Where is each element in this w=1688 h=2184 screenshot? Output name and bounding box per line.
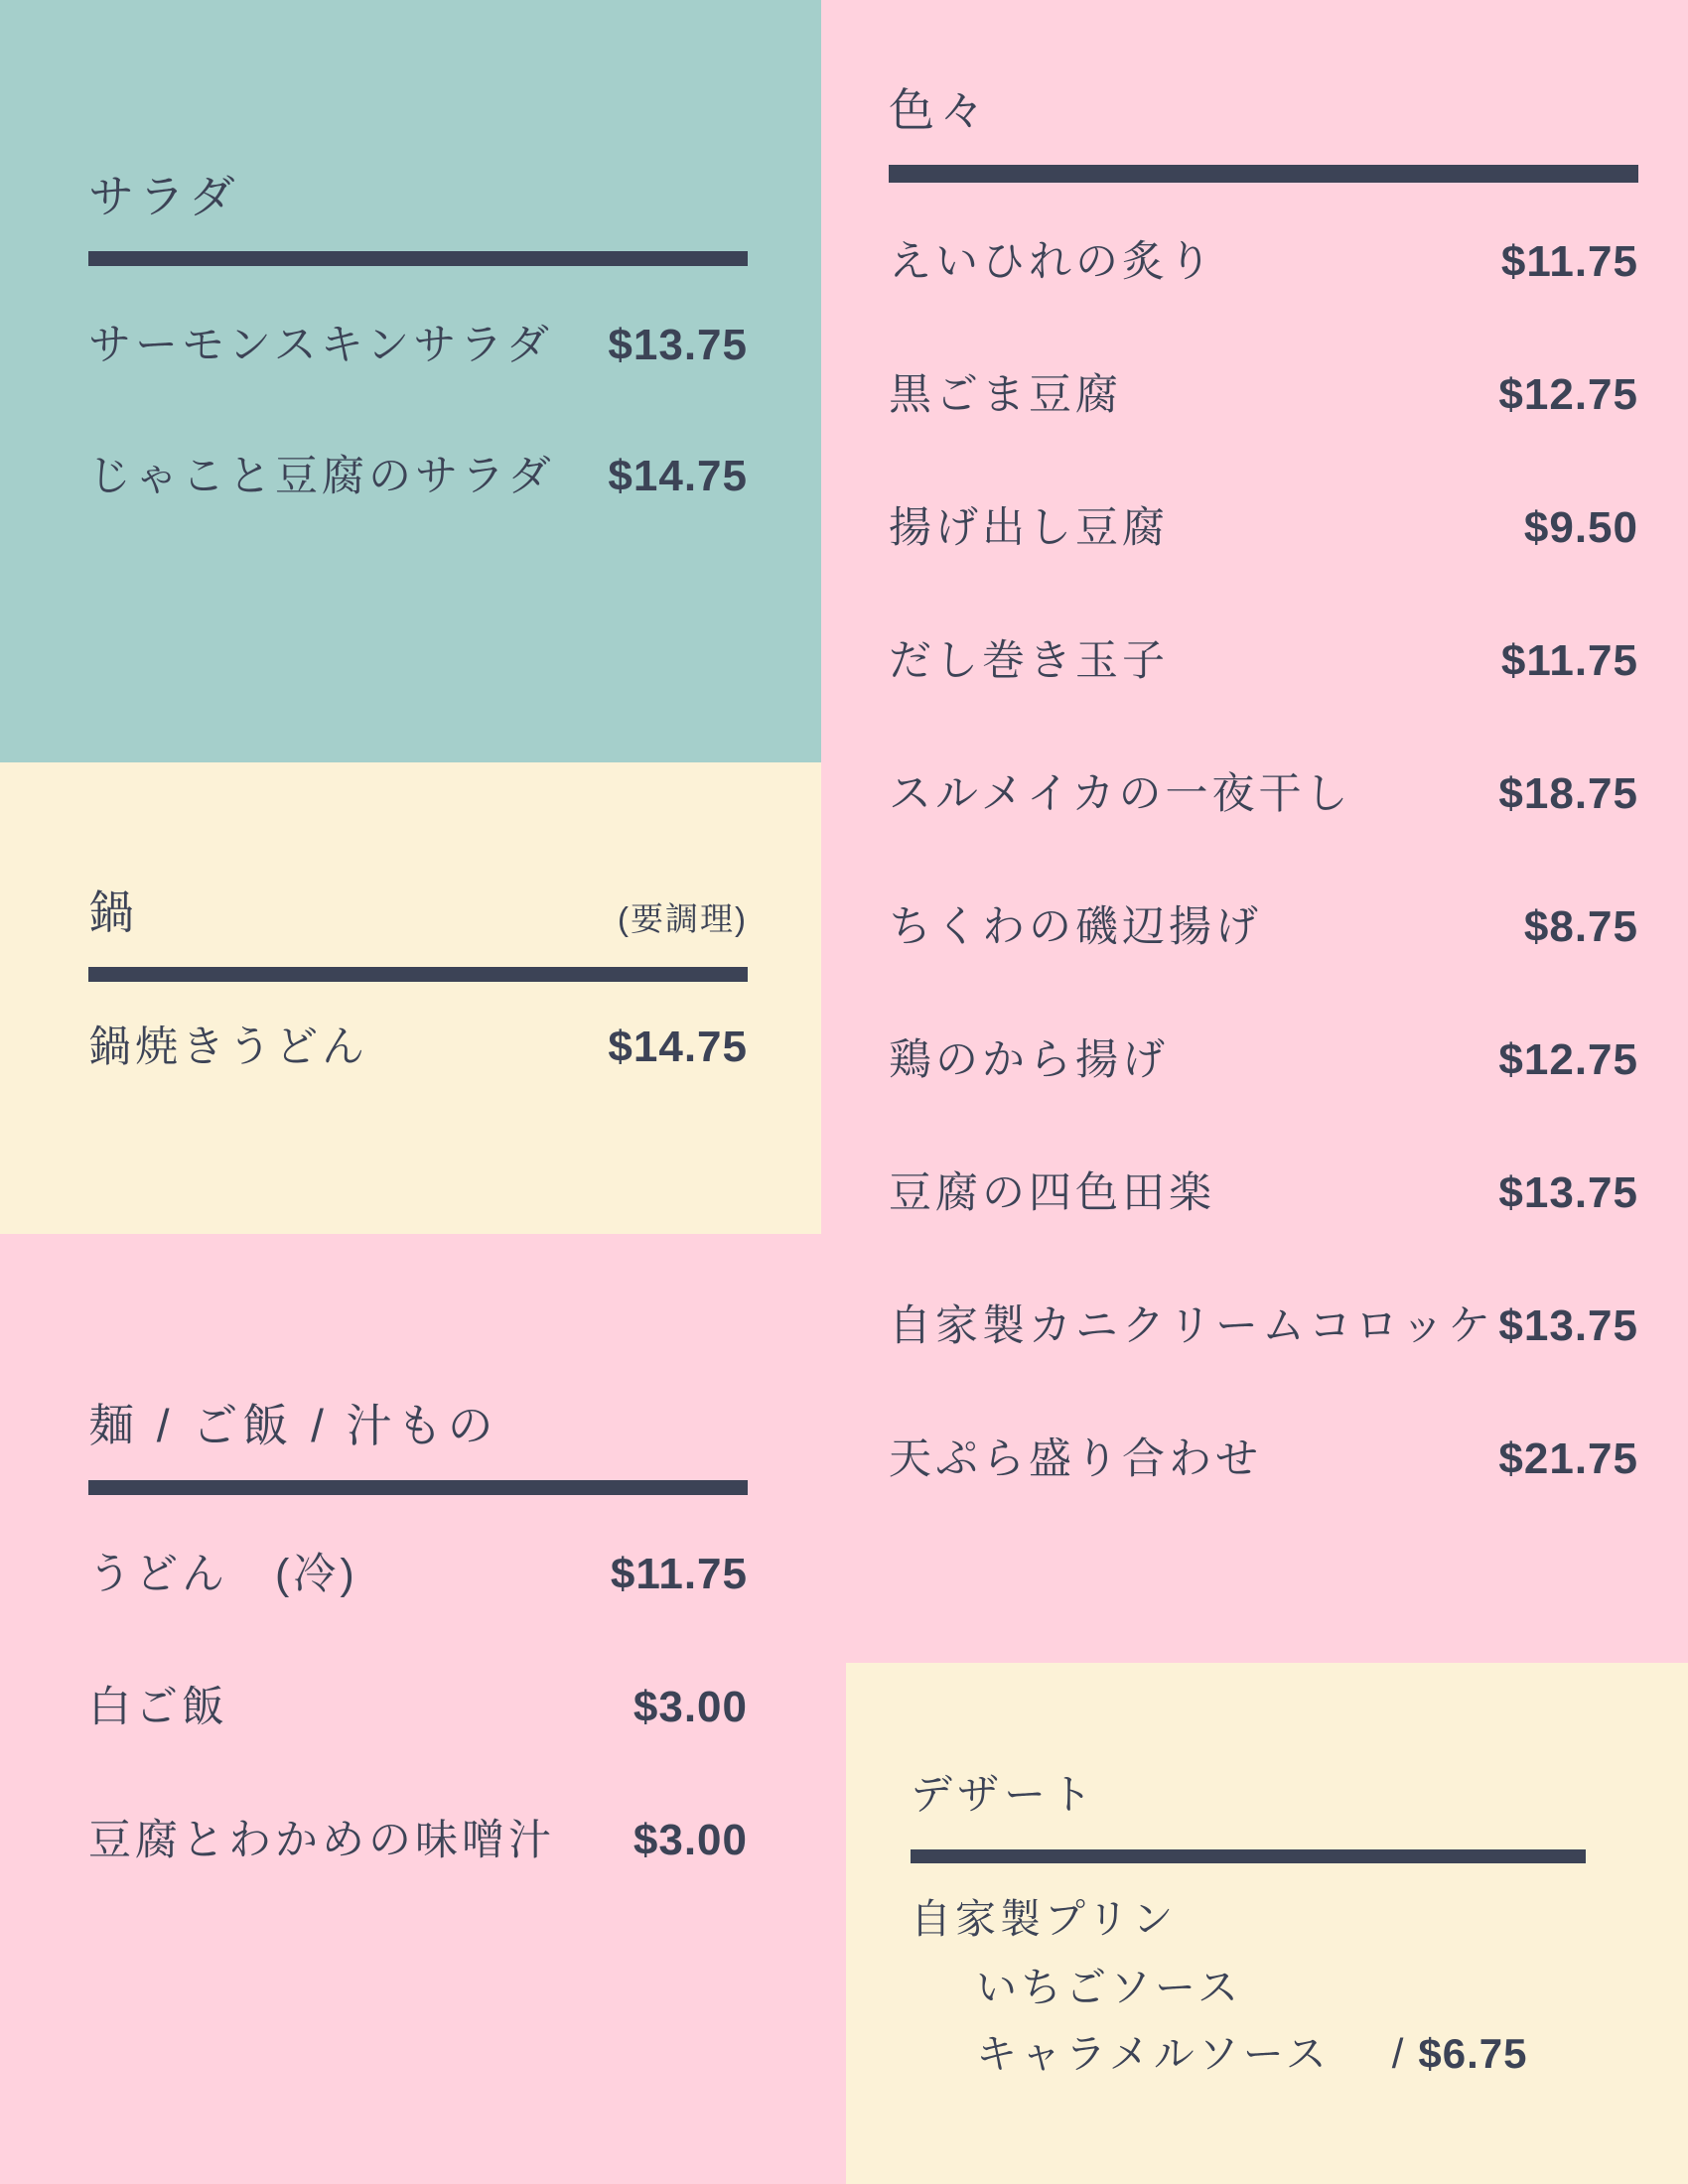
menu-item-row	[88, 1550, 748, 1598]
divider	[88, 967, 748, 982]
item-name: 黒ごま豆腐	[889, 371, 1122, 419]
item-name: 豆腐の四色田楽	[889, 1169, 1215, 1217]
item-name: じゃこと豆腐のサラダ	[88, 453, 555, 500]
divider	[889, 165, 1638, 183]
divider	[88, 1480, 748, 1495]
item-name: 白ご飯	[88, 1684, 228, 1731]
divider	[88, 251, 748, 266]
item-price: $6.75	[1418, 2030, 1528, 2077]
dessert-option-name: いちごソース	[976, 1965, 1242, 2010]
menu-item-row	[88, 1025, 748, 1069]
item-price: $21.75	[1498, 1434, 1638, 1483]
item-name: 豆腐とわかめの味噌汁	[88, 1817, 555, 1864]
section-noodles	[0, 1234, 821, 2184]
item-name: 鶏のから揚げ	[889, 1036, 1169, 1084]
item-price: $13.75	[608, 321, 748, 369]
item-price: $9.50	[1523, 503, 1638, 552]
dessert-option-row	[976, 1965, 1586, 2010]
section-nabe-note: (要調理)	[618, 900, 748, 937]
menu-item-row	[88, 321, 748, 369]
item-name: うどん (冷)	[88, 1551, 358, 1598]
item-name: 自家製カニクリームコロッケ	[889, 1302, 1495, 1350]
item-price: $8.75	[1523, 902, 1638, 951]
section-dessert	[846, 1663, 1688, 2184]
dessert-price	[1391, 2030, 1528, 2077]
menu-item-row	[889, 503, 1638, 552]
menu-item-row	[889, 1168, 1638, 1217]
item-name: サーモンスキンサラダ	[88, 322, 553, 369]
menu-item-row	[88, 1816, 748, 1864]
item-name: スルメイカの一夜干し	[889, 770, 1352, 818]
dessert-option-name: キャラメルソース	[976, 2031, 1331, 2077]
item-name: 天ぷら盛り合わせ	[889, 1435, 1262, 1483]
item-name: 揚げ出し豆腐	[889, 504, 1169, 552]
menu-item-row	[889, 636, 1638, 685]
section-nabe	[0, 762, 821, 1234]
menu-item-row	[889, 1301, 1638, 1350]
section-dessert-title: デザート	[911, 1771, 1098, 1818]
item-price: $18.75	[1498, 769, 1638, 818]
item-price: $11.75	[1500, 636, 1638, 685]
menu-item-row	[889, 902, 1638, 951]
menu-item-row	[889, 370, 1638, 419]
item-price: $14.75	[608, 452, 748, 500]
section-noodles-title: 麺 / ご飯 / 汁もの	[88, 1400, 498, 1451]
section-various-title: 色々	[889, 84, 990, 136]
section-salads	[0, 0, 821, 762]
menu-item-row	[889, 237, 1638, 286]
menu-item-row	[88, 452, 748, 500]
item-name: えいひれの炙り	[889, 238, 1215, 286]
item-price: $12.75	[1498, 1035, 1638, 1084]
section-nabe-title: 鍋	[88, 887, 139, 938]
menu-item-row	[88, 1683, 748, 1731]
item-name: ちくわの磯辺揚げ	[889, 903, 1262, 951]
menu-item-row	[889, 769, 1638, 818]
item-name: だし巻き玉子	[889, 637, 1169, 685]
dessert-option-row	[976, 2030, 1586, 2077]
divider	[911, 1849, 1586, 1863]
item-price: $3.00	[633, 1683, 748, 1731]
item-price: $14.75	[608, 1023, 748, 1071]
item-price: $11.75	[610, 1550, 748, 1598]
price-slash: /	[1391, 2030, 1405, 2077]
item-name: 鍋焼きうどん	[88, 1024, 368, 1071]
item-price: $3.00	[633, 1816, 748, 1864]
menu-item-row	[889, 1035, 1638, 1084]
dessert-item-name: 自家製プリン	[911, 1896, 1178, 1942]
section-salads-title: サラダ	[88, 171, 240, 222]
menu-item-row	[889, 1434, 1638, 1483]
item-price: $13.75	[1498, 1301, 1638, 1350]
item-price: $13.75	[1498, 1168, 1638, 1217]
item-price: $11.75	[1500, 237, 1638, 286]
item-price: $12.75	[1498, 370, 1638, 419]
